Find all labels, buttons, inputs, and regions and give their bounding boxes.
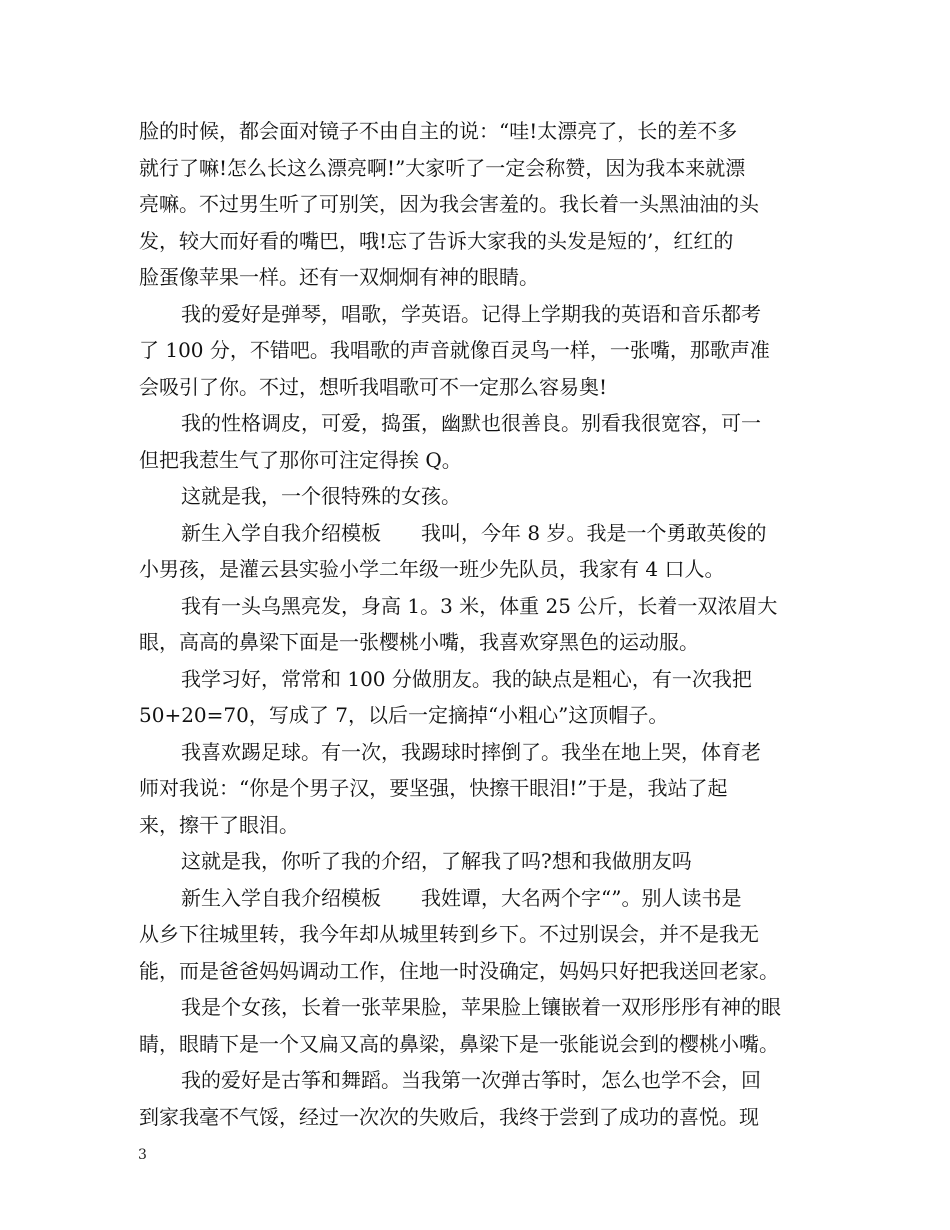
text-line: 眼，高高的鼻梁下面是一张樱桃小嘴，我喜欢穿黑色的运动服。 <box>139 630 699 654</box>
text-line: 我的爱好是弹琴，唱歌，学英语。记得上学期我的英语和音乐都考 <box>181 301 761 326</box>
text-line: 新生入学自我介绍模板 我叫，今年 8 岁。我是一个勇敢英俊的 <box>181 520 767 545</box>
text-line: 到家我毫不气馁，经过一次次的失败后，我终于尝到了成功的喜悦。现 <box>139 1104 759 1129</box>
text-line: 能，而是爸爸妈妈调动工作，住地一时没确定，妈妈只好把我送回老家。 <box>139 958 779 983</box>
page-number: 3 <box>138 1147 147 1163</box>
text-line: 新生入学自我介绍模板 我姓谭，大名两个字“”。别人读书是 <box>181 885 742 910</box>
text-line: 脸蛋像苹果一样。还有一双炯炯有神的眼睛。 <box>139 265 539 289</box>
text-line: 但把我惹生气了那你可注定得挨 Q。 <box>139 447 462 472</box>
text-line: 我喜欢踢足球。有一次，我踢球时摔倒了。我坐在地上哭，体育老 <box>181 739 761 764</box>
text-line: 从乡下往城里转，我今年却从城里转到乡下。不过别误会，并不是我无 <box>139 922 759 946</box>
text-line: 了 100 分，不错吧。我唱歌的声音就像百灵鸟一样，一张嘴，那歌声准 <box>139 338 770 362</box>
text-line: 睛，眼睛下是一个又扁又高的鼻梁，鼻梁下是一张能说会到的樱桃小嘴。 <box>139 1031 779 1056</box>
text-line: 我的爱好是古筝和舞蹈。当我第一次弹古筝时，怎么也学不会，回 <box>181 1068 761 1092</box>
text-line: 我学习好，常常和 100 分做朋友。我的缺点是粗心，有一次我把 <box>181 666 752 691</box>
text-line: 我是个女孩，长着一张苹果脸，苹果脸上镶嵌着一双形彤彤有神的眼 <box>181 995 781 1019</box>
text-line: 这就是我，一个很特殊的女孩。 <box>181 484 461 508</box>
text-line: 就行了嘛!怎么长这么漂亮啊!”大家听了一定会称赞，因为我本来就漂 <box>139 155 746 180</box>
text-line: 亮嘛。不过男生听了可别笑，因为我会害羞的。我长着一头黑油油的头 <box>139 192 759 216</box>
text-line: 来，擦干了眼泪。 <box>139 812 299 837</box>
text-line: 这就是我，你听了我的介绍，了解我了吗?想和我做朋友吗 <box>181 849 692 873</box>
text-line: 50+20=70，写成了 7，以后一定摘掉“小粗心”这顶帽子。 <box>139 703 669 727</box>
text-line: 我有一头乌黑亮发，身高 1。3 米，体重 25 公斤，长着一双浓眉大 <box>181 593 778 618</box>
text-line: 我的性格调皮，可爱，捣蛋，幽默也很善良。别看我很宽容，可一 <box>181 411 761 435</box>
text-line: 会吸引了你。不过，想听我唱歌可不一定那么容易奥! <box>139 374 608 399</box>
text-line: 师对我说：“你是个男子汉，要坚强，快擦干眼泪!”于是，我站了起 <box>139 776 728 800</box>
document-body <box>139 113 827 1135</box>
text-line: 小男孩，是灌云县实验小学二年级一班少先队员，我家有 4 口人。 <box>139 557 725 581</box>
text-line: 发，较大而好看的嘴巴，哦!忘了告诉大家我的头发是短的’，红红的 <box>139 228 734 253</box>
text-line: 脸的时候，都会面对镜子不由自主的说：“哇!太漂亮了，长的差不多 <box>139 119 738 143</box>
